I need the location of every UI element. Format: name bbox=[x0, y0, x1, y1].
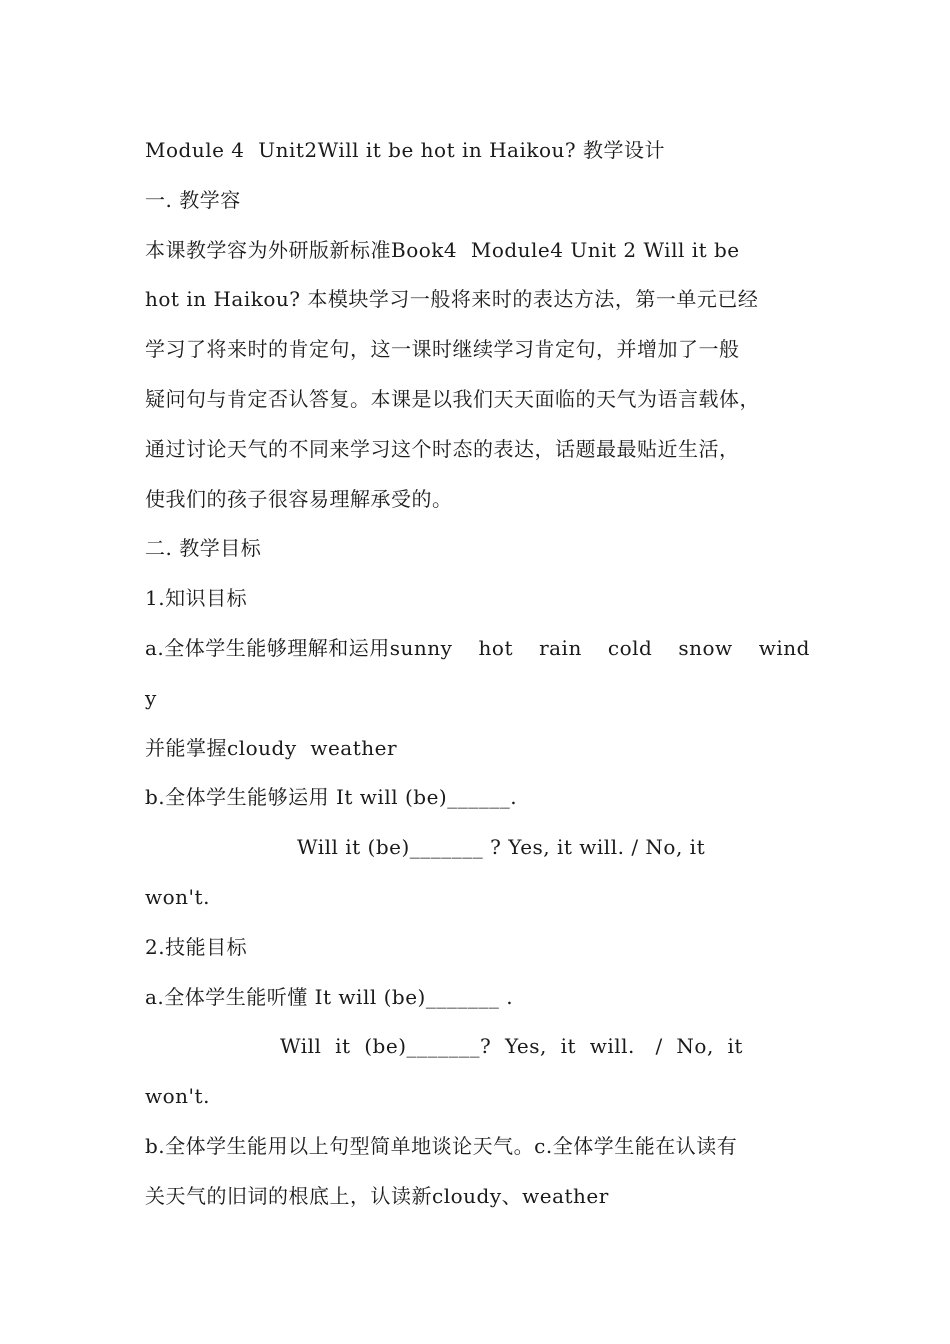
paragraph-line: hot in Haikou? 本模块学习一般将来时的表达方法，第一单元已经 bbox=[145, 287, 759, 312]
section-heading-goals: 二. 教学目标 bbox=[145, 536, 262, 561]
paragraph-line: 关天气的旧词的根底上，认读新cloudy、weather bbox=[145, 1183, 609, 1208]
vocabulary-word: snow bbox=[678, 635, 733, 660]
subheading-skill-goals: 2.技能目标 bbox=[145, 934, 248, 959]
paragraph-line: 通过讨论天气的不同来学习这个时态的表达，话题最最贴近生活， bbox=[145, 436, 740, 461]
vocabulary-word: hot bbox=[478, 635, 514, 660]
vocabulary-line bbox=[145, 624, 810, 674]
paragraph-line: 学习了将来时的肯定句，这一课时继续学习肯定句，并增加了一般 bbox=[145, 337, 740, 362]
paragraph-line: a.全体学生能听懂 It will (be)_______ . bbox=[145, 984, 514, 1009]
vocabulary-word: rain bbox=[539, 635, 582, 660]
paragraph-line: y bbox=[145, 685, 157, 710]
paragraph-line: 使我们的孩子很容易理解承受的。 bbox=[145, 486, 453, 511]
subheading-knowledge-goals: 1.知识目标 bbox=[145, 586, 248, 611]
document-body bbox=[145, 126, 810, 1222]
vocabulary-prefix: a.全体学生能够理解和运用sunny bbox=[145, 635, 453, 660]
sentence-pattern-line: Will it (be)_______ ? Yes, it will. / No, it bbox=[297, 835, 706, 860]
paragraph-line: won't. bbox=[145, 1084, 210, 1109]
paragraph-line: won't. bbox=[145, 884, 210, 909]
section-heading-content: 一. 教学容 bbox=[145, 187, 241, 212]
paragraph-line: 并能掌握cloudy weather bbox=[145, 735, 398, 760]
sentence-pattern-line: Will it (be)_______? Yes, it will. / No, it bbox=[280, 1034, 743, 1059]
vocabulary-word: cold bbox=[607, 635, 653, 660]
paragraph-line: 疑问句与肯定否认答复。本课是以我们天天面临的天气为语言载体， bbox=[145, 386, 760, 411]
paragraph-line: b.全体学生能够运用 It will (be)______. bbox=[145, 785, 518, 810]
paragraph-line: 本课教学容为外研版新标准Book4 Module4 Unit 2 Will it be bbox=[145, 237, 740, 262]
document-title: Module 4 Unit2Will it be hot in Haikou? 教学设计 bbox=[145, 138, 665, 162]
paragraph-line: b.全体学生能用以上句型简单地谈论天气。c.全体学生能在认读有 bbox=[145, 1133, 738, 1158]
vocabulary-word: wind bbox=[758, 635, 810, 660]
